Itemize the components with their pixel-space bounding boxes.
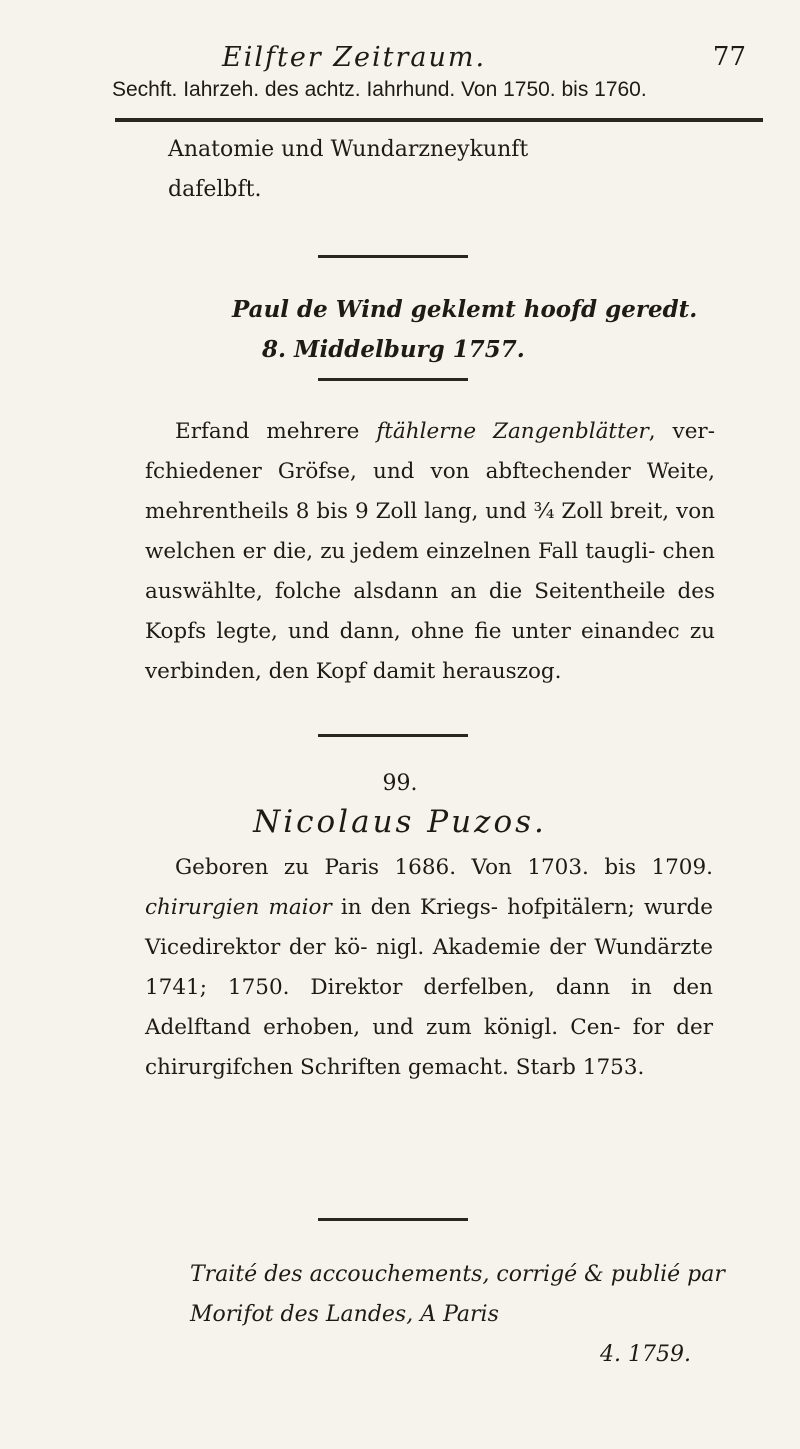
divider-rule-2 <box>318 378 468 381</box>
header-rule <box>115 118 763 122</box>
page-header <box>110 42 750 76</box>
entry-number: 99. <box>382 771 418 796</box>
work-citation: Traité des accouchements, corrigé & publié par Morifot des Landes, A Paris <box>190 1262 725 1327</box>
bio-prefix: Geboren zu Paris 1686. Von 1703. bis 1709. <box>175 855 713 880</box>
section-subheader: Sechft. Iahrzeh. des achtz. Iahrhund. Von 1750. bis 1760. <box>112 78 647 101</box>
bio-rest: in den Kriegs- hofpitälern; wurde Vicedirektor der kö- nigl. Akademie der Wundärzte 1741; 1750. Direktor derfelben, dann in den Adelftand erhoben, und zum königl. Cen- for der chirurgifchen Schriften gemacht. Starb 1753. <box>145 895 714 1080</box>
bio-emphasis: chirurgien maior <box>145 895 332 920</box>
entry-name: Nicolaus Puzos. <box>253 804 547 840</box>
divider-rule-3 <box>318 734 468 737</box>
biography-paragraph <box>145 848 713 1088</box>
citation-title: Paul de Wind geklemt hoofd geredt. <box>232 296 698 323</box>
paragraph-emphasis: ftählerne Zangenblätter <box>376 419 649 444</box>
intro-line-1: Anatomie und Wundarzneykunft <box>168 137 529 162</box>
work-year: 4. 1759. <box>600 1342 691 1367</box>
divider-rule-1 <box>318 255 468 258</box>
paragraph-rest: , ver- fchiedener Gröfse, und von abftechender Weite, mehrentheils 8 bis 9 Zoll lang, und ¾ Zoll breit, von welchen er die, zu jedem einzelnen Fall taugli- chen auswählte, folche alsdann an die Seitentheile des Kopfs legte, und dann, ohne fie unter einandec zu verbinden, den Kopf damit herauszog. <box>145 419 715 684</box>
description-paragraph <box>145 412 715 692</box>
divider-rule-4 <box>318 1218 468 1221</box>
citation-imprint: 8. Middelburg 1757. <box>262 336 525 363</box>
intro-line-2: dafelbft. <box>168 177 262 202</box>
running-title: Eilfter Zeitraum. <box>222 42 487 73</box>
paragraph-prefix: Erfand mehrere <box>175 419 377 444</box>
intro-text <box>168 130 688 210</box>
page-number: 77 <box>712 42 746 72</box>
